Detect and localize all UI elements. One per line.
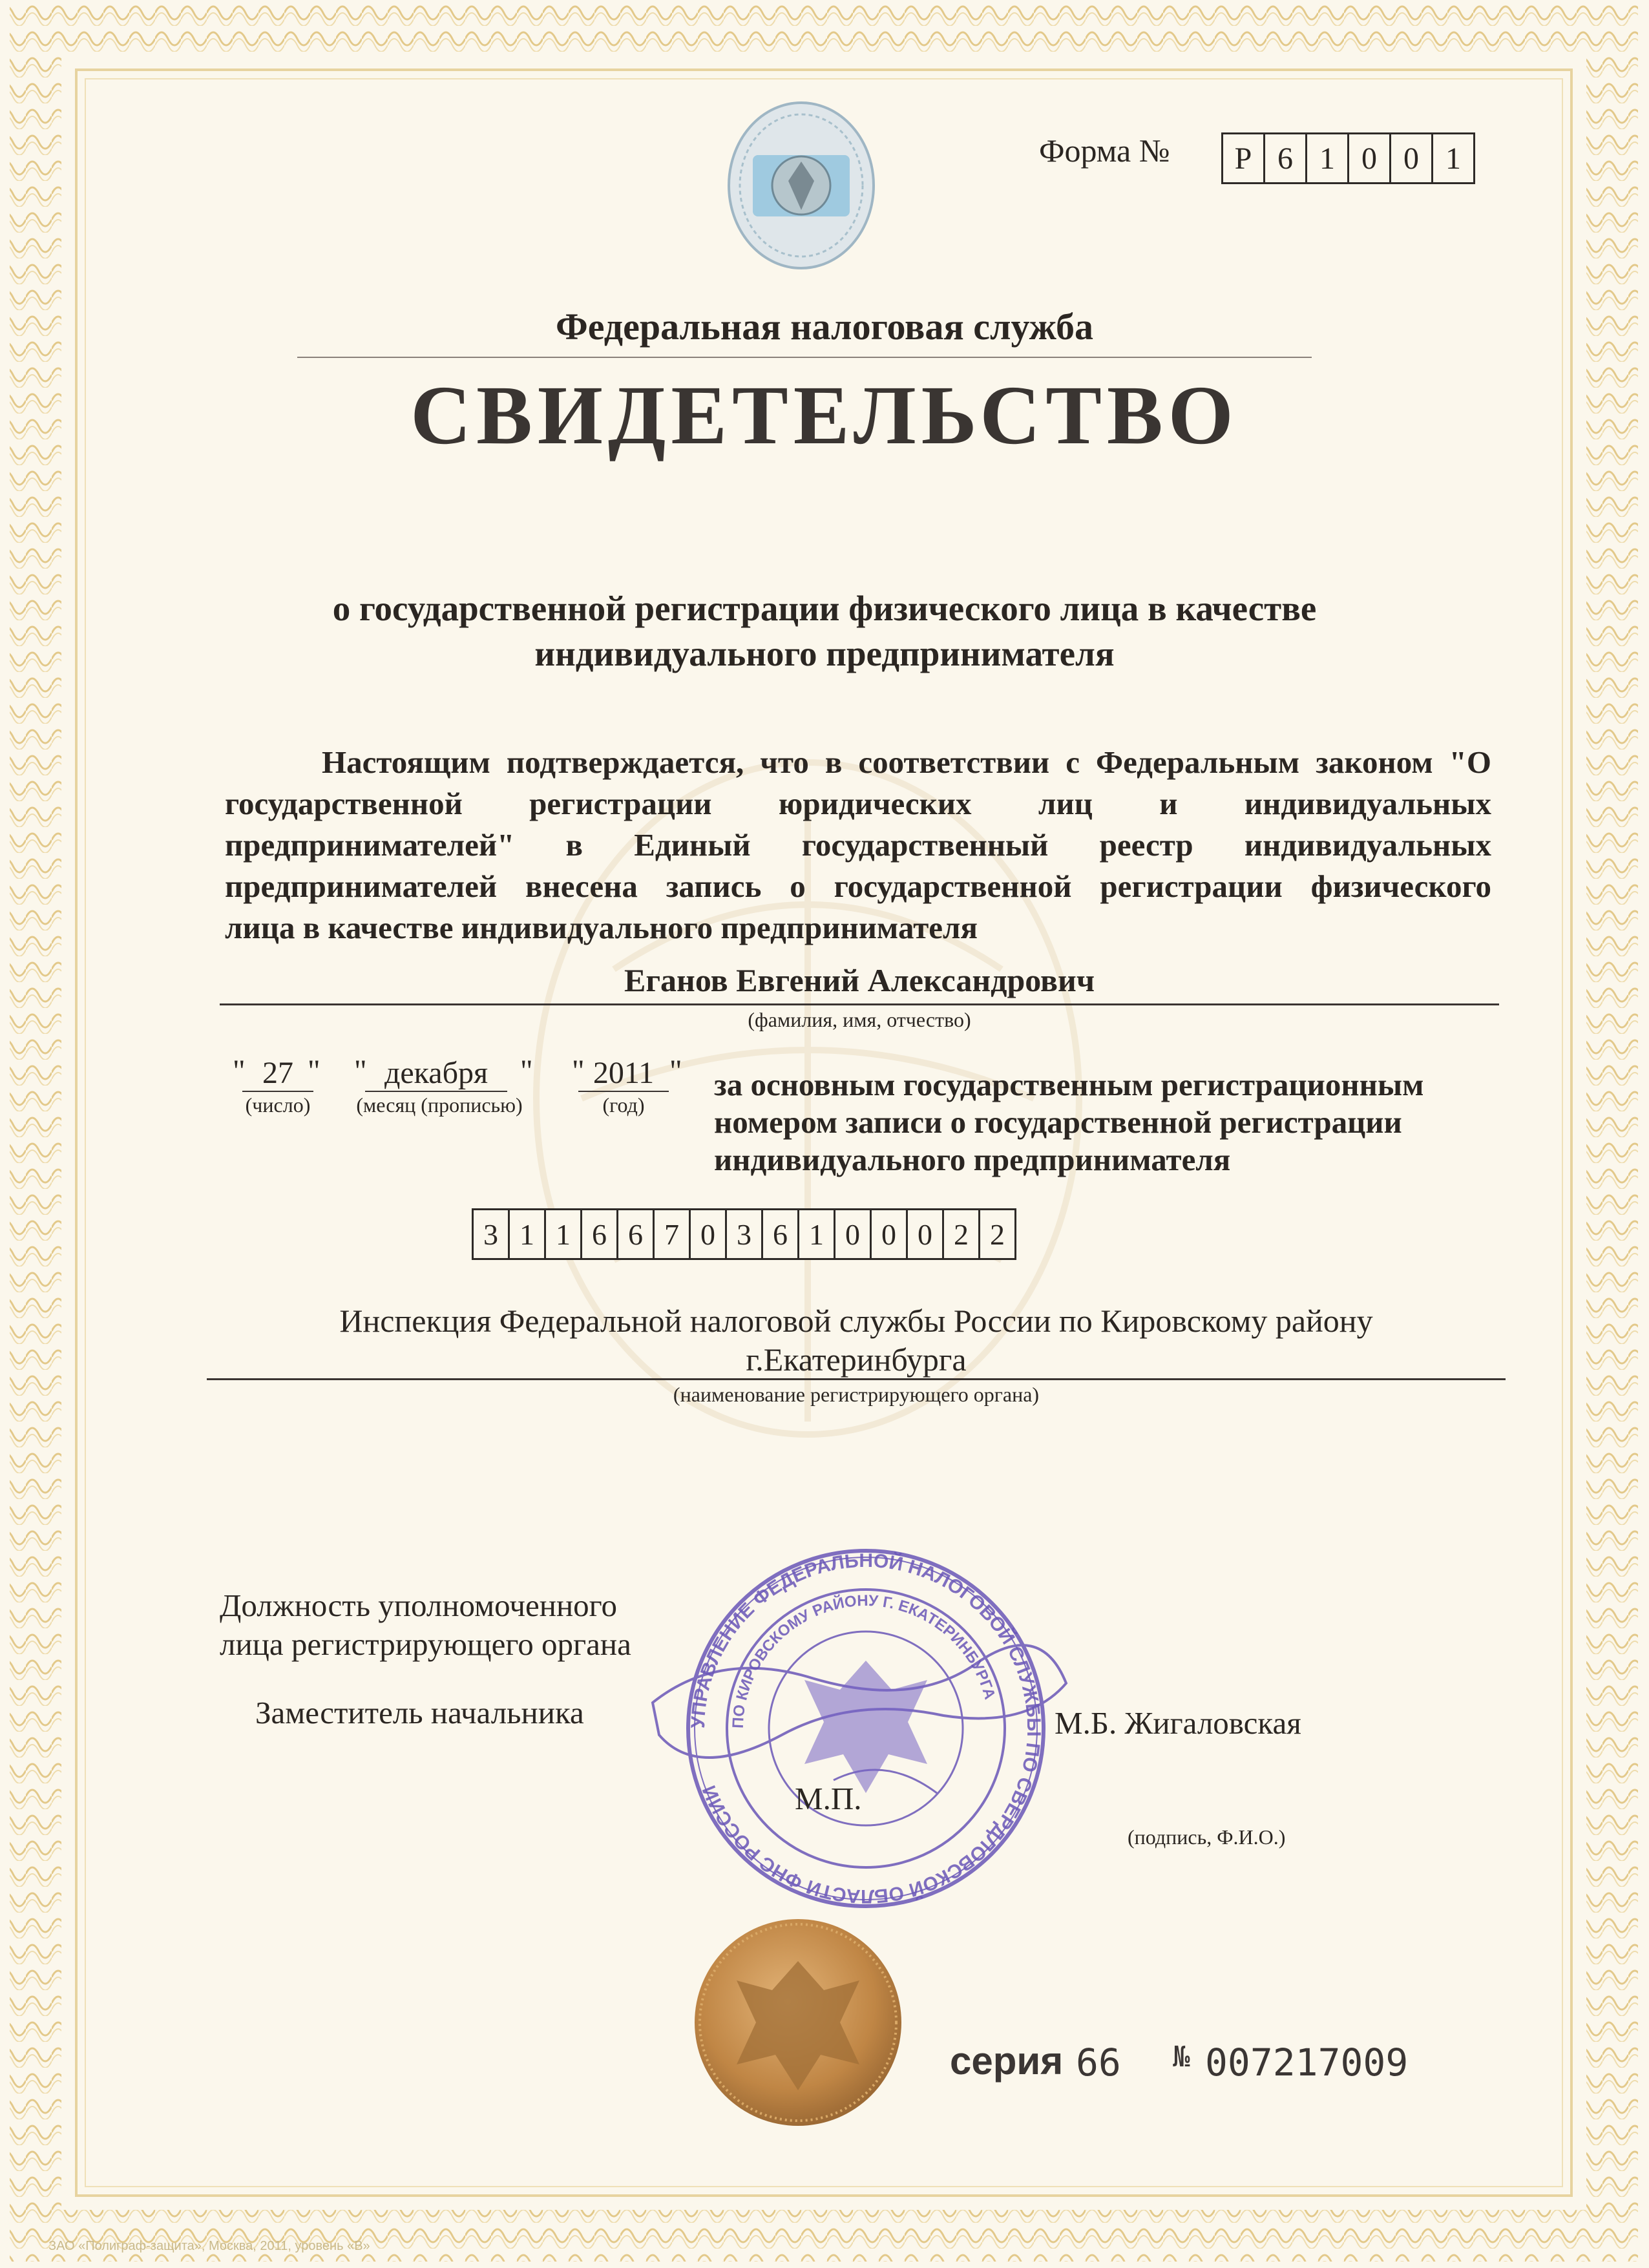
stamp-inner-text: ПО КИРОВСКОМУ РАЙОНУ Г. ЕКАТЕРИНБУРГА — [729, 1591, 999, 1729]
date-month-close-quote: " — [520, 1054, 533, 1088]
signatory-position: Заместитель начальника — [255, 1695, 584, 1730]
form-code-digit: 6 — [1265, 134, 1307, 182]
month-caption: (месяц (прописью) — [356, 1093, 523, 1117]
number-sign: № — [1173, 2041, 1190, 2074]
ogrnip-digit: 3 — [727, 1210, 763, 1258]
ogrnip-boxes — [472, 1208, 1016, 1260]
date-year: 2011 — [593, 1056, 655, 1090]
ogrnip-digit: 2 — [944, 1210, 980, 1258]
stamp-outer-text: УПРАВЛЕНИЕ ФЕДЕРАЛЬНОЙ НАЛОГОВОЙ СЛУЖБЫ ПО СВЕРДЛОВСКОЙ ОБЛАСТИ ФНС РОССИИ — [687, 1549, 1045, 1907]
paragraph-line: лица в качестве индивидуального предпринимателя — [225, 910, 978, 945]
registration-text-line-1: за основным государственным регистрационным — [714, 1067, 1424, 1102]
ogrnip-digit: 7 — [655, 1210, 691, 1258]
agency-name: Федеральная налоговая служба — [555, 306, 1094, 348]
series-label: серия — [950, 2039, 1064, 2083]
stamp-place-label: М.П. — [795, 1781, 862, 1816]
official-stamp — [640, 1522, 1092, 1935]
ogrnip-digit: 6 — [582, 1210, 618, 1258]
name-caption: (фамилия, имя, отчество) — [748, 1008, 971, 1031]
form-code-digit: 0 — [1391, 134, 1433, 182]
certificate-number: 007217009 — [1205, 2041, 1409, 2084]
ogrnip-digit: 3 — [474, 1210, 510, 1258]
registration-number-text — [714, 1066, 1423, 1179]
form-code-digit: 0 — [1349, 134, 1391, 182]
ogrnip-digit: 1 — [546, 1210, 582, 1258]
ogrnip-digit: 0 — [835, 1210, 872, 1258]
position-label-line-1: Должность уполномоченного — [220, 1588, 618, 1623]
position-label-line-2: лица регистрирующего органа — [220, 1626, 631, 1662]
date-day: 27 — [262, 1056, 293, 1090]
document-title: СВИДЕТЕЛЬСТВО — [410, 369, 1239, 462]
authority-caption: (наименование регистрирующего органа) — [673, 1383, 1040, 1406]
signatory-name: М.Б. Жигаловская — [1055, 1705, 1301, 1741]
ogrnip-digit: 2 — [990, 1217, 1005, 1251]
entrepreneur-name: Еганов Евгений Александрович — [624, 962, 1095, 998]
paragraph-line: Настоящим подтверждается, что в соответствии с Федеральным законом "О — [322, 744, 1491, 780]
certification-paragraph — [225, 742, 1491, 949]
ogrnip-digit: 0 — [908, 1210, 944, 1258]
registration-text-line-3: индивидуального предпринимателя — [714, 1142, 1231, 1177]
ogrnip-digit: 1 — [510, 1210, 546, 1258]
paragraph-line: государственной регистрации юридических лиц и индивидуальных — [225, 786, 1491, 821]
authority-line-1: Инспекция Федеральной налоговой службы России по Кировскому району — [339, 1303, 1373, 1339]
name-underline — [220, 1003, 1499, 1005]
ogrnip-digit: 0 — [691, 1210, 727, 1258]
year-underline — [578, 1091, 669, 1092]
day-underline — [242, 1091, 313, 1092]
paragraph-line: предпринимателей" в Единый государственный реестр индивидуальных — [225, 827, 1491, 863]
hologram-emblem — [724, 97, 879, 275]
ogrnip-digit: 1 — [799, 1210, 835, 1258]
date-year-close-quote: " — [669, 1054, 682, 1088]
printer-imprint: ЗАО «Полиграф-защита», Москва, 2011, уровень «В» — [48, 2239, 370, 2253]
registration-text-line-2: номером записи о государственной регистрации — [714, 1104, 1402, 1140]
form-code-digit: Р — [1223, 134, 1265, 182]
month-underline — [365, 1091, 507, 1092]
subtitle-line-2: индивидуального предпринимателя — [534, 634, 1115, 673]
form-code-digit: 1 — [1445, 141, 1461, 176]
gold-seal — [691, 1916, 905, 2129]
authority-line-2: г.Екатеринбурга — [746, 1341, 967, 1378]
form-code-digit: 1 — [1307, 134, 1349, 182]
subtitle-line-1: о государственной регистрации физического лица в качестве — [332, 589, 1317, 628]
year-caption: (год) — [602, 1093, 645, 1117]
ogrnip-digit: 6 — [763, 1210, 799, 1258]
form-label: Форма № — [1039, 132, 1170, 169]
agency-underline — [297, 357, 1312, 358]
date-day-open-quote: " — [233, 1054, 246, 1088]
date-day-close-quote: " — [308, 1054, 320, 1088]
paragraph-line: предпринимателей внесена запись о государственной регистрации физического — [225, 868, 1491, 904]
ogrnip-digit: 6 — [618, 1210, 655, 1258]
signature-caption: (подпись, Ф.И.О.) — [1128, 1825, 1286, 1849]
authority-underline — [207, 1378, 1506, 1380]
form-code-boxes — [1221, 132, 1475, 184]
date-month: декабря — [384, 1056, 488, 1090]
date-year-open-quote: " — [572, 1054, 585, 1088]
date-month-open-quote: " — [354, 1054, 367, 1088]
series-value: 66 — [1076, 2041, 1121, 2084]
ogrnip-digit: 0 — [872, 1210, 908, 1258]
day-caption: (число) — [245, 1093, 311, 1117]
position-label — [220, 1586, 631, 1664]
